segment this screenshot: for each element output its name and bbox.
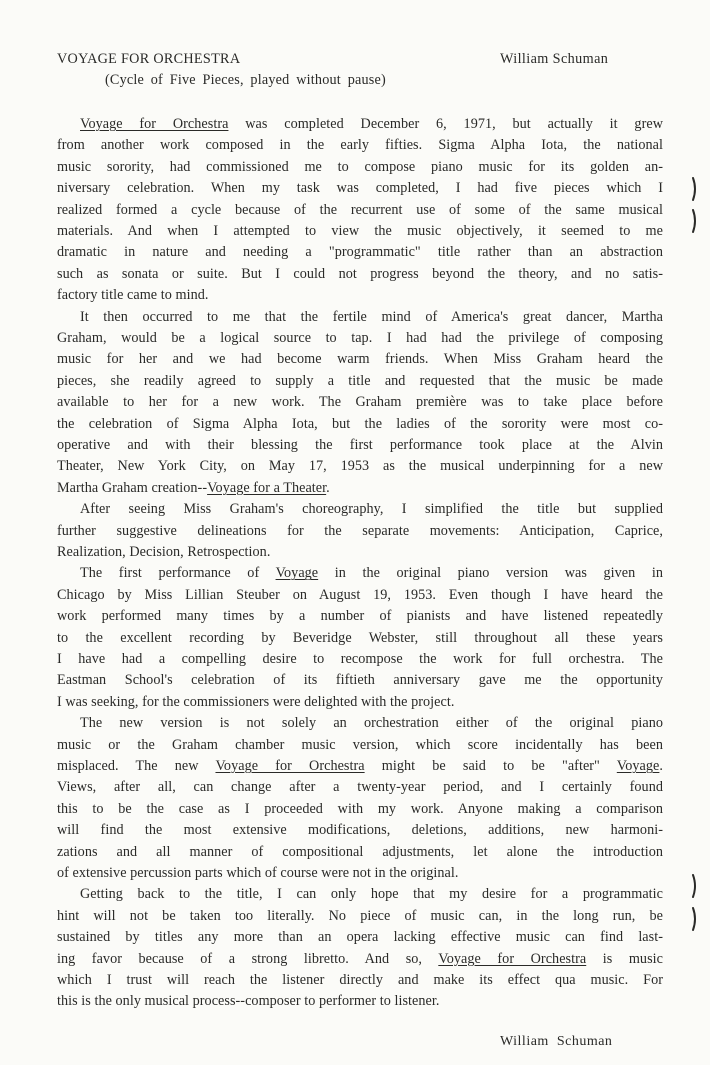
text-segment: Views, after all, can change after a twenty-year period, and I certainly found	[57, 779, 663, 796]
paragraph-6-line	[80, 885, 663, 903]
text-segment: to the excellent recording by Beveridge Webster, still throughout all these years	[57, 629, 663, 646]
text-segment: which I trust will reach the listener directly and make its effect qua music. For	[57, 972, 663, 988]
underlined-title: Voyage	[275, 565, 319, 582]
paragraph-1-line	[57, 286, 663, 304]
paragraph-2-line	[57, 415, 663, 433]
text-segment: in the original piano version was given in	[318, 565, 663, 582]
text-segment: such as sonata or suite. But I could not progress beyond the theory, and no satis-	[57, 265, 663, 282]
document-subtitle: (Cycle of Five Pieces, played without pause)	[105, 72, 386, 88]
text-segment: Eastman School's celebration of its fiftieth anniversary gave me the opportunity	[57, 672, 663, 689]
text-segment: music sorority, had commissioned me to compose piano music for its golden an-	[57, 158, 663, 175]
text-segment: niversary celebration. When my task was completed, I had five pieces which I	[57, 180, 663, 197]
paragraph-4-line	[57, 693, 663, 711]
text-segment: might be said to be "after"	[364, 758, 617, 774]
text-segment: dramatic in nature and needing a "programmatic" title rather than an abstraction	[57, 244, 663, 261]
underlined-title: Voyage for Orchestra	[80, 116, 229, 132]
paragraph-4-line	[57, 671, 663, 689]
paragraph-2-line	[57, 329, 663, 347]
text-segment: available to her for a new work. The Graham première was to take place before	[57, 394, 663, 411]
text-segment: Realization, Decision, Retrospection.	[57, 544, 271, 560]
text-segment: sustained by titles any more than an opera lacking effective music can find last-	[57, 929, 663, 946]
paragraph-4-line	[57, 629, 663, 647]
text-segment: The new version is not solely an orchestration either of the original piano	[80, 715, 663, 732]
text-segment: .	[659, 758, 663, 774]
paragraph-5-line	[57, 757, 663, 775]
text-segment: .	[326, 479, 330, 496]
text-segment: Martha Graham creation--	[57, 479, 208, 496]
paragraph-2-line	[57, 372, 663, 390]
paragraph-4-line	[80, 564, 663, 582]
text-segment: pieces, she readily agreed to supply a title and requested that the music be made	[57, 372, 663, 389]
text-segment: I have had a compelling desire to recompose the work for full orchestra. The	[57, 651, 663, 667]
bracket-mark-icon-3	[690, 873, 700, 899]
text-segment: ing favor because of a strong libretto. And so,	[57, 950, 439, 967]
text-segment: Getting back to the title, I can only hope that my desire for a programmatic	[80, 886, 663, 903]
text-segment: further suggestive delineations for the separate movements: Anticipation, Caprice,	[57, 522, 663, 539]
text-segment: zations and all manner of compositional adjustments, let alone the introduction	[57, 843, 663, 860]
paragraph-3-line	[57, 522, 663, 540]
paragraph-2-line	[57, 457, 663, 475]
text-segment: will find the most extensive modifications, deletions, additions, new harmoni-	[57, 822, 663, 839]
paragraph-2-line	[57, 436, 663, 454]
paragraph-4-line	[57, 607, 663, 625]
paragraph-2-line	[80, 308, 663, 326]
text-segment: The first performance of	[80, 565, 276, 582]
paragraph-1-line	[57, 265, 663, 283]
paragraph-5-line	[57, 736, 663, 754]
paragraph-3-line	[57, 543, 663, 561]
paragraph-4-line	[57, 650, 663, 668]
paragraph-1-line	[57, 179, 663, 197]
paragraph-1-line	[57, 158, 663, 176]
paragraph-2-line	[57, 350, 663, 368]
text-segment: operative and with their blessing the first performance took place at the Alvin	[57, 437, 663, 453]
paragraph-5-line	[57, 800, 663, 818]
paragraph-6-line	[57, 950, 663, 968]
text-segment: was completed December 6, 1971, but actually it grew	[228, 116, 663, 132]
paragraph-5-line	[80, 714, 663, 732]
header-author: William Schuman	[500, 51, 609, 67]
underlined-title: Voyage for Orchestra	[438, 950, 587, 967]
text-segment: materials. And when I attempted to view the music objectively, it seemed to me	[57, 223, 663, 239]
text-segment: Chicago by Miss Lillian Steuber on August 19, 1953. Even though I have heard the	[57, 586, 663, 603]
text-segment: After seeing Miss Graham's choreography, I simplified the title but supplied	[80, 501, 663, 518]
underlined-title: Voyage for a Theater	[207, 479, 327, 496]
paragraph-6-line	[57, 971, 663, 989]
bracket-mark-icon-2	[690, 208, 700, 234]
paragraph-5-line	[57, 778, 663, 796]
text-segment: It then occurred to me that the fertile mind of America's great dancer, Martha	[80, 308, 663, 325]
paragraph-2-line	[57, 479, 663, 497]
text-segment: factory title came to mind.	[57, 287, 209, 304]
text-segment: the celebration of Sigma Alpha Iota, but the ladies of the sorority were most co-	[57, 415, 663, 432]
paragraph-1-line	[57, 222, 663, 240]
text-segment: realized formed a cycle because of the recurrent use of some of the same musical	[57, 201, 663, 218]
signature: William Schuman	[500, 1034, 613, 1049]
text-segment: this to be the case as I proceeded with my work. Anyone making a comparison	[57, 800, 663, 817]
text-segment: is music	[586, 950, 663, 967]
paragraph-3-line	[80, 500, 663, 518]
text-segment: from another work composed in the early fifties. Sigma Alpha Iota, the national	[57, 137, 663, 154]
text-segment: music for her and we had become warm friends. When Miss Graham heard the	[57, 351, 663, 368]
bracket-mark-icon-1	[690, 176, 700, 202]
text-segment: this is the only musical process--composer to performer to listener.	[57, 993, 440, 1010]
paragraph-1-line	[57, 201, 663, 219]
text-segment: hint will not be taken too literally. No piece of music can, in the long run, be	[57, 907, 663, 924]
paragraph-5-line	[57, 843, 663, 861]
paragraph-2-line	[57, 393, 663, 411]
text-segment: Graham, would be a logical source to tap. I had had the privilege of composing	[57, 330, 663, 346]
text-segment: misplaced. The new	[57, 758, 216, 774]
paragraph-1-line	[57, 243, 663, 261]
paragraph-1-line	[57, 136, 663, 154]
text-segment: work performed many times by a number of pianists and have listened repeatedly	[57, 608, 663, 625]
text-segment: of extensive percussion parts which of course were not in the original.	[57, 865, 459, 881]
text-segment: I was seeking, for the commissioners were delighted with the project.	[57, 693, 455, 710]
text-segment: Theater, New York City, on May 17, 1953 as the musical underpinning for a new	[57, 458, 663, 475]
underlined-title: Voyage	[616, 758, 660, 774]
underlined-title: Voyage for Orchestra	[215, 758, 365, 774]
paragraph-4-line	[57, 586, 663, 604]
paragraph-6-line	[57, 992, 663, 1010]
document-title: VOYAGE FOR ORCHESTRA	[57, 51, 241, 67]
paragraph-6-line	[57, 907, 663, 925]
paragraph-5-line	[57, 821, 663, 839]
paragraph-1-line	[80, 115, 663, 133]
text-segment: music or the Graham chamber music version, which score incidentally has been	[57, 736, 663, 753]
bracket-mark-icon-4	[690, 906, 700, 932]
paragraph-5-line	[57, 864, 663, 882]
paragraph-6-line	[57, 928, 663, 946]
